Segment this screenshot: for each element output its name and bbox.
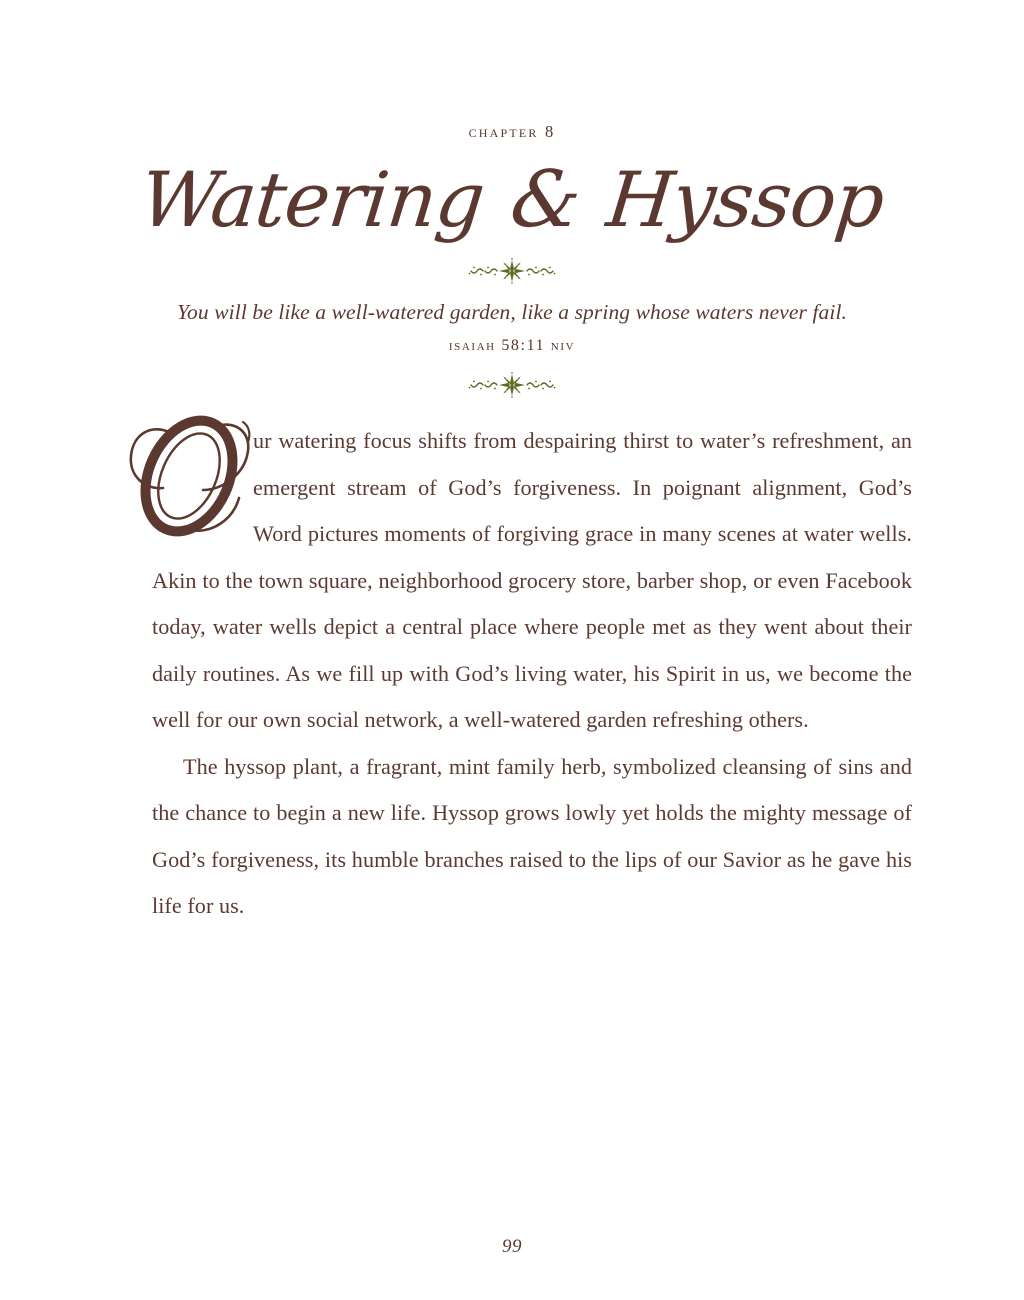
floral-starburst-divider-icon: [457, 372, 567, 398]
epigraph-reference: [0, 337, 1024, 355]
ornate-script-o-icon: [125, 398, 275, 548]
ornament-divider-bottom: [0, 372, 1024, 398]
chapter-title: [0, 152, 1024, 248]
body-paragraph-2: The hyssop plant, a fragrant, mint family herb, symbolized cleansing of sins and the chance to begin a new life. Hyssop grows lowly yet holds the mighty message of God’s forgiveness, its humble branches raised to the lips of our Savior as he gave his life for us.: [152, 753, 912, 918]
chapter-title-ampersand: &: [482, 155, 609, 245]
chapter-eyebrow-label: chapter: [468, 122, 539, 141]
body-paragraph-1: [152, 418, 912, 744]
body-paragraph-1-text: ur watering focus shifts from despairing thirst to water’s refreshment, an emergent stream of God’s forgiveness. In poignant alignment, God’s Word pictures moments of forgiving grace in many scenes at water wells. Akin to the town square, neighborhood grocery store, barber shop, or even Facebook today, water wells depict a central place where people met as they went about their daily routines. As we fill up with God’s living water, his Spirit in us, we become the well for our own social network, a well-watered garden refreshing others.: [152, 428, 912, 732]
drop-cap-o: [125, 412, 253, 524]
page-number: 99: [502, 1236, 522, 1257]
epigraph-quote: You will be like a well-watered garden, like a spring whose waters never fail.: [176, 300, 848, 324]
ornament-divider-top: [0, 258, 1024, 284]
epigraph-reference-verse: 58:11: [495, 337, 546, 354]
chapter-eyebrow: [0, 122, 1024, 142]
chapter-title-part-one: Watering: [136, 155, 489, 244]
chapter-title-part-two: Hyssop: [602, 155, 888, 244]
epigraph-reference-version: niv: [545, 337, 576, 354]
body-text-block: [152, 418, 912, 930]
chapter-eyebrow-number: 8: [538, 122, 556, 141]
epigraph-reference-book: isaiah: [448, 337, 496, 354]
floral-starburst-divider-icon: [457, 258, 567, 284]
